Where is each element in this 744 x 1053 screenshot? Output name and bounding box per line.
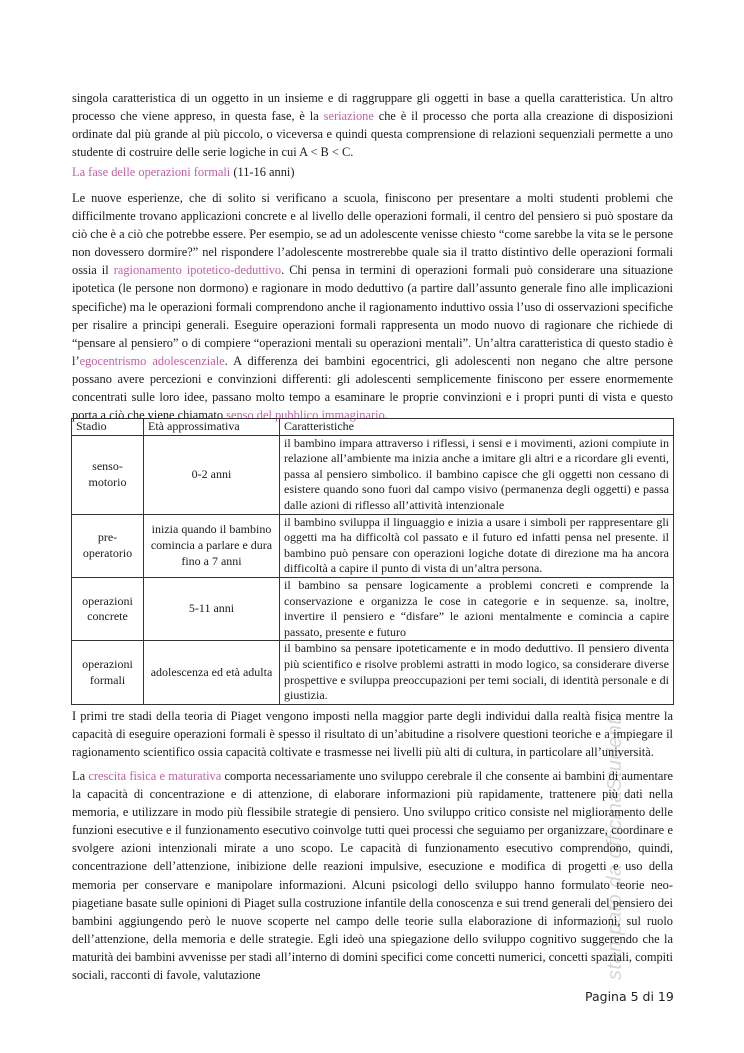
cell-eta: inizia quando il bambino comincia a parlare e dura fino a 7 anni	[144, 514, 280, 577]
paragraph-crescita	[72, 767, 673, 984]
text: . A differenza dei bambini egocentrici, gli adolescenti non negano che altre persone possano avere percezioni e convinzioni differenti: gli adolescenti semplicemente finiscono per essere enormemente concentrati sulle loro idee, passano molto tempo a esaminare le proprie convinzioni e i propri punti di vista e questo porta a ciò che viene chiamato	[72, 353, 673, 423]
text: che è il processo che porta alla creazione di disposizioni ordinate dal più grande al più piccolo, o viceversa e quindi questa comprensione di relazioni sequenziali permette a uno studente di costruire delle serie logiche in cui A < B < C.	[72, 109, 674, 160]
cell-eta: 0-2 anni	[144, 435, 280, 514]
table-header-row	[72, 419, 674, 436]
section-heading	[72, 163, 673, 181]
cell-stadio: senso-motorio	[72, 435, 144, 514]
link-ragionamento[interactable]: ragionamento ipotetico-deduttivo	[113, 263, 282, 278]
cell-caratteristiche: il bambino impara attraverso i riflessi, i sensi e i movimenti, azioni compiute in relazione all’ambiente ma inizia anche a imitare gli altri e a ricordare gli eventi, passa al pensiero simbolico. il bambino capisce che gli oggetti non cessano di esistere quando sono fuori dal campo visivo (permanenza degli oggetti) e passa dalle azioni di riflesso all’attività intenzionale	[280, 435, 674, 514]
paragraph-piaget: I primi tre stadi della teoria di Piaget vengono imposti nella maggior parte degli individui dalla realtà fisica mentre la capacità di eseguire operazioni formali è spesso il risultato di un’abitudine a risolvere questioni teoriche e a impiegare il ragionamento scientifico ossia capacità coltivate e trasmesse nei livelli più alti di cultura, in particolare all’università.	[72, 709, 673, 760]
page-number: Pagina 5 di 19	[585, 989, 674, 1004]
header-eta: Età approssimativa	[144, 419, 280, 436]
cell-stadio: pre-operatorio	[72, 514, 144, 577]
cell-caratteristiche: il bambino sa pensare logicamente a problemi concreti e comprende la conservazione e organizza le cose in categorie e in sequenze. sa, inoltre, invertire il pensiero e “disfare” le azioni mentalmente e comincia a capire passato, presente e futuro	[280, 577, 674, 640]
table-row	[72, 577, 674, 640]
text: comporta necessariamente uno sviluppo cerebrale il che consente ai bambini di aumentare la capacità di concentrazione e di attenzione, di elaborare informazioni più rapidamente, trattenere più dati nella memoria, e utilizzare in modo più flessibile strategie di pensiero. Uno sviluppo critico consiste nel miglioramento delle funzioni esecutive e il funzionamento esecutivo coinvolge tutti quei processi che seguiamo per organizzare, coordinare e svolgere azioni intenzionali mirate a uno scopo. Le capacità di funzionamento esecutivo comprendono, quindi, concentrazione dell’attenzione, inibizione delle reazioni impulsive, esecuzione e modifica di progetti e uso della memoria per conservare e manipolare informazioni. Alcuni psicologi dello sviluppo hanno formulato teorie neo-piagetiane basate sulle opinioni di Piaget sulla costruzione infantile della conoscenza e sui trend generali del pensiero dei bambini aggiungendo però le nuove scoperte nel campo delle teorie sulla elaborazione di informazioni, sul ruolo dell’attenzione, della memoria e delle strategie. Egli ideò una spiegazione dello sviluppo cognitivo suggerendo che la maturità dei bambini avvenisse per stadi all’interno di domini specifici come concetti numerici, concetti spaziali, compiti sociali, racconti di favole, valutazione	[72, 769, 674, 983]
heading-link[interactable]: La fase delle operazioni formali	[72, 165, 231, 179]
heading-age: (11-16 anni)	[230, 165, 295, 179]
text: La	[72, 769, 89, 783]
cell-eta: adolescenza ed età adulta	[144, 641, 280, 704]
stages-table	[71, 418, 674, 705]
table-row	[72, 641, 674, 704]
cell-stadio: operazioni formali	[72, 641, 144, 704]
cell-caratteristiche: il bambino sviluppa il linguaggio e inizia a usare i simboli per rappresentare gli oggetti ma ha difficoltà col passato e il futuro ed infatti pensa nel presente. il bambino può pensare con operazioni logiche dotate di direzione ma ha ancora difficoltà a capire il punto di vista di un’altra persona.	[280, 514, 674, 577]
header-stadio: Stadio	[72, 419, 144, 436]
cell-eta: 5-11 anni	[144, 577, 280, 640]
text: Le nuove esperienze, che di solito si verificano a scuola, finiscono per presentare a molti studenti problemi che difficilmente trovano applicazioni concrete e al livello delle operazioni formali, il centro del pensiero si può spostare da ciò che è a ciò che potrebbe essere. Per esempio, se ad un adolescente venisse chiesto “come sarebbe la vita se le persone non dovessero dormire?” nel rispondere l’adolescente mostrerebbe quale sia il tratto distintivo delle operazioni formali ossia il	[72, 191, 673, 278]
text: . Chi pensa in termini di operazioni formali può considerare una situazione ipotetica (le persone non dormono) e ragionare in modo deduttivo (a partire dall’assunto generale fino alle implicazioni specifiche) ma le operazioni formali comprendono anche il ragionamento induttivo ossia l’uso di osservazioni specifiche per risalire a principi generali. Eseguire operazioni formali rappresenta un modo nuovo di ragionare che richiede di “pensare al pensiero” o di compiere “operazioni mentali su operazioni mentali”. Un’altra caratteristica di questo stadio è l’	[72, 263, 673, 368]
header-caratteristiche: Caratteristiche	[280, 419, 674, 436]
table-row	[72, 514, 674, 577]
cell-caratteristiche: il bambino sa pensare ipoteticamente e in modo deduttivo. Il pensiero diventa più scientifico e risolve problemi astratti in modo logico, sa considerare diverse prospettive e sviluppa preoccupazioni per temi sociali, di identità personale e di giustizia.	[280, 641, 674, 704]
cell-stadio: operazioni concrete	[72, 577, 144, 640]
paragraph-seriazione	[72, 89, 673, 161]
watermark: stampato da officinaStudenti	[604, 713, 626, 980]
link-pubblico-immaginario[interactable]: senso del pubblico immaginario	[226, 408, 385, 423]
paragraph-operazioni-formali	[72, 189, 673, 424]
link-egocentrismo[interactable]: egocentrismo adolescenziale	[79, 353, 225, 368]
link-seriazione[interactable]: seriazione	[323, 109, 374, 124]
table-row	[72, 435, 674, 514]
text: .	[384, 408, 388, 423]
text: singola caratteristica di un oggetto in un insieme e di raggruppare gli oggetti in base a quella caratteristica. Un altro processo che viene appreso, in questa fase, è la	[72, 91, 673, 124]
link-crescita[interactable]: crescita fisica e maturativa	[88, 769, 222, 783]
